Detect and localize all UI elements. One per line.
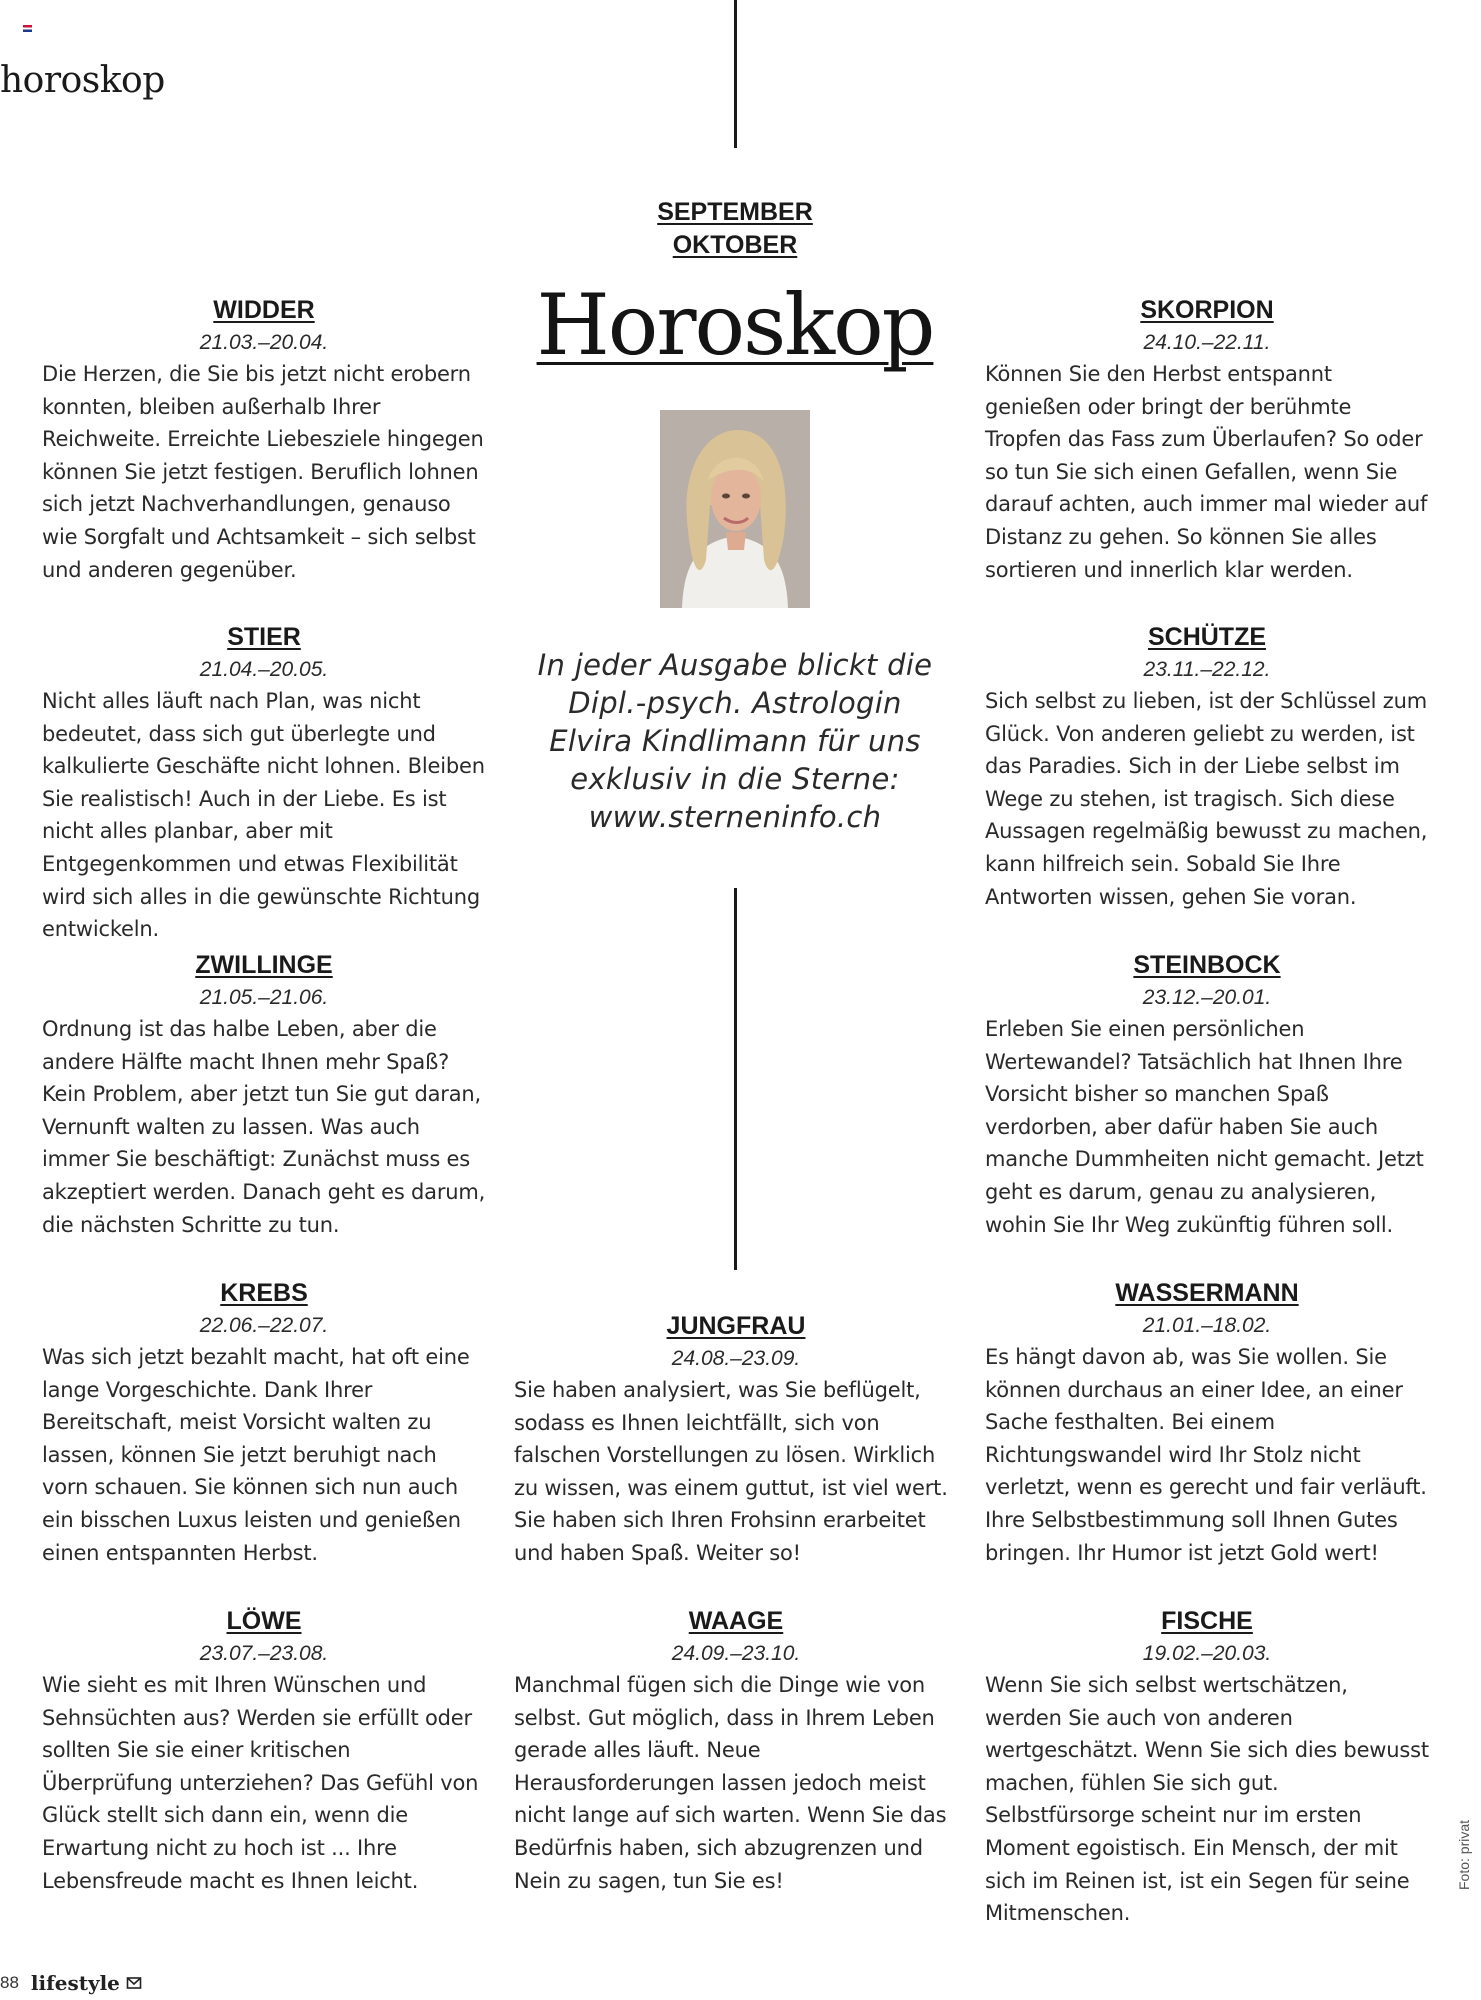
sign-name: ZWILLINGE [195, 951, 333, 979]
sign-dates: 21.01.–18.02. [1142, 1314, 1272, 1337]
sign-name: STEINBOCK [1133, 951, 1281, 979]
sign-jungfrau [514, 1310, 958, 1570]
issue-month-2: OKTOBER [672, 231, 798, 259]
sign-name: WIDDER [213, 296, 315, 324]
intro-text [510, 646, 960, 836]
sign-dates: 22.06.–22.07. [199, 1314, 329, 1337]
sign-text: Sie haben analysiert, was Sie beflügelt, sodass es Ihnen leichtfällt, sich von falschen Vorstellungen zu lösen. Wirklich zu wissen, was einem guttut, ist viel wert. Sie haben sich Ihren Frohsinn erarbeitet und haben Spaß. Weiter so! [514, 1378, 948, 1565]
sign-fische [985, 1605, 1429, 1930]
sign-zwillinge [42, 949, 486, 1241]
sign-name: WASSERMANN [1115, 1279, 1299, 1307]
sign-loewe [42, 1605, 486, 1897]
astrologer-portrait [660, 410, 810, 608]
sign-waage [514, 1605, 958, 1897]
sign-name: JUNGFRAU [666, 1312, 806, 1340]
intro-website-link[interactable]: www.sterneninfo.ch [588, 800, 882, 834]
sign-text: Nicht alles läuft nach Plan, was nicht bedeutet, dass sich gut überlegte und kalkulierte Geschäfte nicht lohnen. Bleiben Sie realistisch! Auch in der Liebe. Es ist nicht alles planbar, aber mit Entgegenkommen und etwas Flexibilität wird sich alles in die gewünschte Richtung entwickeln. [42, 689, 485, 942]
intro-line: exklusiv in die Sterne: [570, 762, 900, 796]
sign-text: Wie sieht es mit Ihren Wünschen und Sehnsüchten aus? Werden sie erfüllt oder sollten Sie sie einer kritischen Überprüfung unterziehen? Das Gefühl von Glück stellt sich dann ein, wenn die Erwartung nicht zu hoch ist ... Ihre Lebensfreude macht es Ihnen leicht. [42, 1673, 479, 1893]
sign-dates: 24.09.–23.10. [671, 1642, 801, 1665]
sign-dates: 23.12.–20.01. [1142, 986, 1272, 1009]
sign-dates: 23.11.–22.12. [1143, 658, 1271, 681]
magazine-logo: lifestyle [30, 1971, 120, 1995]
sign-text: Erleben Sie einen persönlichen Wertewandel? Tatsächlich hat Ihnen Ihre Vorsicht bisher so manchen Spaß verdorben, aber dafür haben Sie auch manche Dummheiten nicht gemacht. Jetzt geht es darum, genau zu analysieren, wohin Sie Ihr Weg zukünftig führen soll. [985, 1017, 1424, 1237]
intro-line: In jeder Ausgabe blickt die [537, 648, 933, 682]
sign-krebs [42, 1277, 486, 1569]
section-title: horoskop [0, 60, 165, 101]
sign-dates: 24.08.–23.09. [671, 1347, 801, 1370]
sign-name: FISCHE [1161, 1607, 1253, 1635]
sign-stier [42, 621, 486, 946]
sign-dates: 23.07.–23.08. [199, 1642, 329, 1665]
photo-credit: Foto: privat [1456, 1819, 1472, 1890]
sign-name: STIER [227, 623, 301, 651]
page-number: 88 [0, 1973, 19, 1992]
sign-dates: 24.10.–22.11. [1143, 331, 1271, 354]
issue-months [560, 196, 910, 262]
sign-name: KREBS [220, 1279, 308, 1307]
sign-name: LÖWE [226, 1607, 302, 1635]
sign-dates: 19.02.–20.03. [1142, 1642, 1272, 1665]
sign-text: Was sich jetzt bezahlt macht, hat oft eine lange Vorgeschichte. Dank Ihrer Bereitschaft, meist Vorsicht walten zu lassen, können Sie jetzt beruhigt nach vorn schauen. Sie können sich nun auch ein bisschen Luxus leisten und genießen einen entspannten Herbst. [42, 1345, 470, 1565]
intro-line: Elvira Kindlimann für uns [549, 724, 921, 758]
sign-dates: 21.04.–20.05. [199, 658, 329, 681]
sign-text: Ordnung ist das halbe Leben, aber die andere Hälfte macht Ihnen mehr Spaß? Kein Problem, aber jetzt tun Sie gut daran, Vernunft walten zu lassen. Was auch immer Sie beschäftigt: Zunächst muss es akzeptiert werden. Danach geht es darum, die nächsten Schritte zu tun. [42, 1017, 486, 1237]
sign-name: SCHÜTZE [1147, 623, 1267, 651]
sign-text: Die Herzen, die Sie bis jetzt nicht erobern konnten, bleiben außerhalb Ihrer Reichweite. Erreichte Liebesziele hingegen können Sie jetzt festigen. Beruflich lohnen sich jetzt Nachverhandlungen, genauso wie Sorgfalt und Achtsamkeit – sich selbst und anderen gegenüber. [42, 362, 484, 582]
sign-text: Manchmal fügen sich die Dinge wie von selbst. Gut möglich, dass in Ihrem Leben gerade alles läuft. Neue Herausforderungen lassen jedoch meist nicht lange auf sich warten. Wenn Sie das Bedürfnis haben, sich abzugrenzen und Nein zu sagen, tun Sie es! [514, 1673, 947, 1893]
sign-text: Wenn Sie sich selbst wertschätzen, werden Sie auch von anderen wertgeschätzt. Wenn Sie sich dies bewusst machen, fühlen Sie sich gut. Selbstfürsorge scheint nur im ersten Moment egoistisch. Ein Mensch, der mit sich im Reinen ist, ist ein Segen für seine Mitmenschen. [985, 1673, 1429, 1926]
flag-icon [23, 25, 32, 32]
page-footer [0, 1966, 142, 2000]
sign-text: Können Sie den Herbst entspannt genießen oder bringt der berühmte Tropfen das Fass zum Überlaufen? So oder so tun Sie sich einen Gefallen, wenn Sie darauf achten, auch immer mal wieder auf Distanz zu gehen. So können Sie alles sortieren und innerlich klar werden. [985, 362, 1428, 582]
sign-widder [42, 294, 486, 586]
sign-text: Sich selbst zu lieben, ist der Schlüssel zum Glück. Von anderen geliebt zu werden, ist das Paradies. Sich in der Liebe selbst im Wege zu stehen, ist tragisch. Sich diese Aussagen regelmäßig bewusst zu machen, kann hilfreich sein. Sobald Sie Ihre Antworten wissen, gehen Sie voran. [985, 689, 1428, 909]
envelope-icon [126, 1975, 142, 1991]
sign-dates: 21.05.–21.06. [199, 986, 329, 1009]
intro-line: Dipl.-psych. Astrologin [568, 686, 902, 720]
divider-top [734, 0, 737, 148]
sign-name: WAAGE [688, 1607, 784, 1635]
page-title: Horoskop [536, 276, 934, 374]
sign-text: Es hängt davon ab, was Sie wollen. Sie können durchaus an einer Idee, an einer Sache festhalten. Bei einem Richtungswandel wird Ihr Stolz nicht verletzt, wenn es gerecht und fair verläuft. Ihre Selbstbestimmung soll Ihnen Gutes bringen. Ihr Humor ist jetzt Gold wert! [985, 1345, 1427, 1565]
sign-name: SKORPION [1140, 296, 1274, 324]
sign-skorpion [985, 294, 1429, 586]
sign-dates: 21.03.–20.04. [199, 331, 329, 354]
sign-schuetze [985, 621, 1429, 913]
divider-middle [734, 888, 737, 1270]
sign-steinbock [985, 949, 1429, 1241]
sign-wassermann [985, 1277, 1429, 1569]
issue-month-1: SEPTEMBER [657, 198, 813, 226]
